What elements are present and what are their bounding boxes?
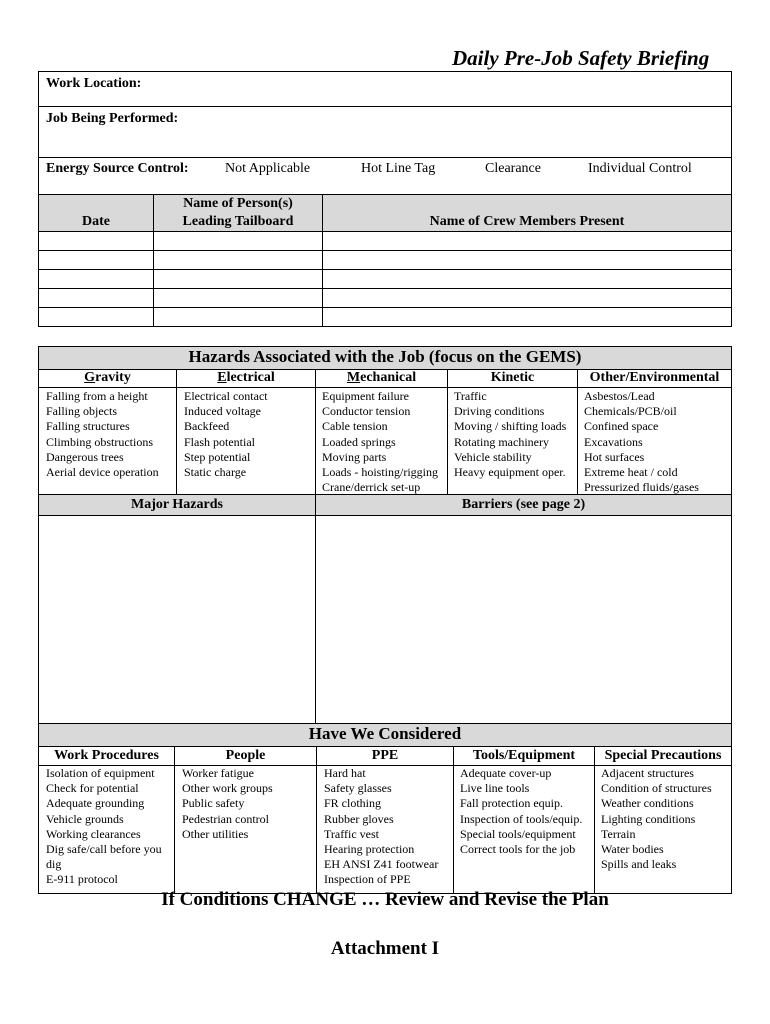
list-item: EH ANSI Z41 footwear <box>324 857 439 872</box>
kinetic-list <box>454 389 566 480</box>
list-item: Asbestos/Lead <box>584 389 655 403</box>
list-item: Inspection of tools/equip. <box>460 811 583 826</box>
list-item: Hard hat <box>324 766 366 780</box>
list-item: Climbing obstructions <box>46 434 154 449</box>
list-item: Water bodies <box>601 842 664 857</box>
list-item: Safety glasses <box>324 781 392 796</box>
list-item: Step potential <box>184 449 251 464</box>
energy-option-clearance[interactable]: Clearance <box>485 161 541 176</box>
list-item: Confined space <box>584 419 659 434</box>
list-item: Chemicals/PCB/oil <box>584 404 677 419</box>
other-environmental-header: Other/Environmental <box>589 370 720 385</box>
mechanical-header: Mechanical <box>346 370 417 385</box>
list-item: Vehicle grounds <box>46 811 124 826</box>
list-item: Pressurized fluids/gases <box>584 480 699 495</box>
energy-option-hot-line-tag[interactable]: Hot Line Tag <box>361 161 436 176</box>
job-performed-label: Job Being Performed: <box>46 111 179 126</box>
crew-table-rows[interactable] <box>39 232 731 326</box>
energy-option-individual-control[interactable]: Individual Control <box>588 161 692 176</box>
list-item: Dangerous trees <box>46 449 124 464</box>
list-item: Flash potential <box>184 434 255 449</box>
list-item: Other utilities <box>182 826 249 841</box>
list-item: Conductor tension <box>322 404 411 419</box>
list-item: Worker fatigue <box>182 766 254 780</box>
work-location-field[interactable] <box>200 74 720 100</box>
attachment-label: Attachment I <box>330 938 440 959</box>
list-item: Crane/derrick set-up <box>322 480 421 495</box>
energy-option-not-applicable[interactable]: Not Applicable <box>225 161 311 176</box>
list-item: Inspection of PPE <box>324 872 411 887</box>
list-item: Spills and leaks <box>601 857 677 872</box>
other-environmental-list <box>584 389 699 495</box>
list-item: Excavations <box>584 434 643 449</box>
electrical-header: Electrical <box>217 370 275 385</box>
list-item: Loads - hoisting/rigging <box>322 465 438 480</box>
barriers-header: Barriers (see page 2) <box>461 497 586 512</box>
list-item: Equipment failure <box>322 389 409 403</box>
list-item: Pedestrian control <box>182 811 269 826</box>
energy-source-label: Energy Source Control: <box>46 161 189 176</box>
date-column-header: Date <box>82 214 110 229</box>
ppe-header: PPE <box>371 748 399 763</box>
list-item: Traffic vest <box>324 826 379 841</box>
work-procedures-header: Work Procedures <box>54 748 159 763</box>
list-item: Heavy equipment oper. <box>454 465 566 480</box>
list-item: Falling structures <box>46 419 130 434</box>
electrical-list <box>184 389 268 480</box>
kinetic-header: Kinetic <box>490 370 535 385</box>
people-header: People <box>225 748 266 763</box>
tools-equipment-header: Tools/Equipment <box>472 748 576 763</box>
leader-header-line1: Name of Person(s) <box>183 196 293 211</box>
list-item: Public safety <box>182 796 245 811</box>
list-item: Condition of structures <box>601 781 712 796</box>
list-item: Traffic <box>454 389 487 403</box>
major-hazards-field[interactable] <box>40 517 313 721</box>
list-item: Vehicle stability <box>454 449 532 464</box>
list-item: Moving parts <box>322 449 387 464</box>
list-item: FR clothing <box>324 796 382 811</box>
page-title: Daily Pre-Job Safety Briefing <box>452 46 710 70</box>
list-item: Fall protection equip. <box>460 796 563 811</box>
list-item: dig <box>46 857 62 872</box>
work-procedures-list <box>46 766 162 888</box>
list-item: Driving conditions <box>454 404 545 419</box>
list-item: Live line tools <box>460 781 530 796</box>
tools-equipment-list <box>460 766 582 857</box>
list-item: Adjacent structures <box>601 766 694 780</box>
list-item: Working clearances <box>46 826 141 841</box>
list-item: E-911 protocol <box>46 872 118 887</box>
list-item: Aerial device operation <box>46 465 159 480</box>
list-item: Electrical contact <box>184 389 268 403</box>
major-hazards-header: Major Hazards <box>131 497 223 512</box>
list-item: Extreme heat / cold <box>584 465 678 480</box>
barriers-field[interactable] <box>317 517 729 721</box>
list-item: Loaded springs <box>322 434 396 449</box>
list-item: Terrain <box>601 826 636 841</box>
list-item: Adequate cover-up <box>460 766 552 780</box>
leader-header-line2: Leading Tailboard <box>182 214 294 229</box>
list-item: Adequate grounding <box>46 796 145 811</box>
list-item: Falling from a height <box>46 389 148 403</box>
list-item: Induced voltage <box>184 404 261 419</box>
list-item: Check for potential <box>46 781 139 796</box>
mechanical-list <box>322 389 438 495</box>
list-item: Hot surfaces <box>584 449 645 464</box>
list-item: Falling objects <box>46 404 117 419</box>
list-item: Weather conditions <box>601 796 694 811</box>
list-item: Rotating machinery <box>454 434 549 449</box>
ppe-list <box>324 766 438 888</box>
special-precautions-header: Special Precautions <box>604 748 722 763</box>
list-item: Backfeed <box>184 419 230 434</box>
list-item: Hearing protection <box>324 842 415 857</box>
work-location-label: Work Location: <box>46 76 142 91</box>
list-item: Moving / shifting loads <box>454 419 567 434</box>
list-item: Rubber gloves <box>324 811 394 826</box>
list-item: Special tools/equipment <box>460 826 576 841</box>
considered-title: Have We Considered <box>308 724 462 743</box>
gravity-list <box>46 389 159 480</box>
list-item: Other work groups <box>182 781 273 796</box>
special-precautions-list <box>601 766 712 872</box>
list-item: Cable tension <box>322 419 388 434</box>
list-item: Static charge <box>184 465 247 480</box>
list-item: Correct tools for the job <box>460 842 576 857</box>
crew-members-header: Name of Crew Members Present <box>429 214 625 229</box>
job-performed-field[interactable] <box>200 110 720 150</box>
gravity-header: Gravity <box>84 370 131 385</box>
list-item: Dig safe/call before you <box>46 842 162 857</box>
list-item: Lighting conditions <box>601 811 696 826</box>
people-list <box>182 766 273 842</box>
list-item: Isolation of equipment <box>46 766 155 780</box>
hazards-title: Hazards Associated with the Job (focus on the GEMS) <box>188 347 582 366</box>
conditions-change-notice: If Conditions CHANGE … Review and Revise the Plan <box>161 889 609 910</box>
